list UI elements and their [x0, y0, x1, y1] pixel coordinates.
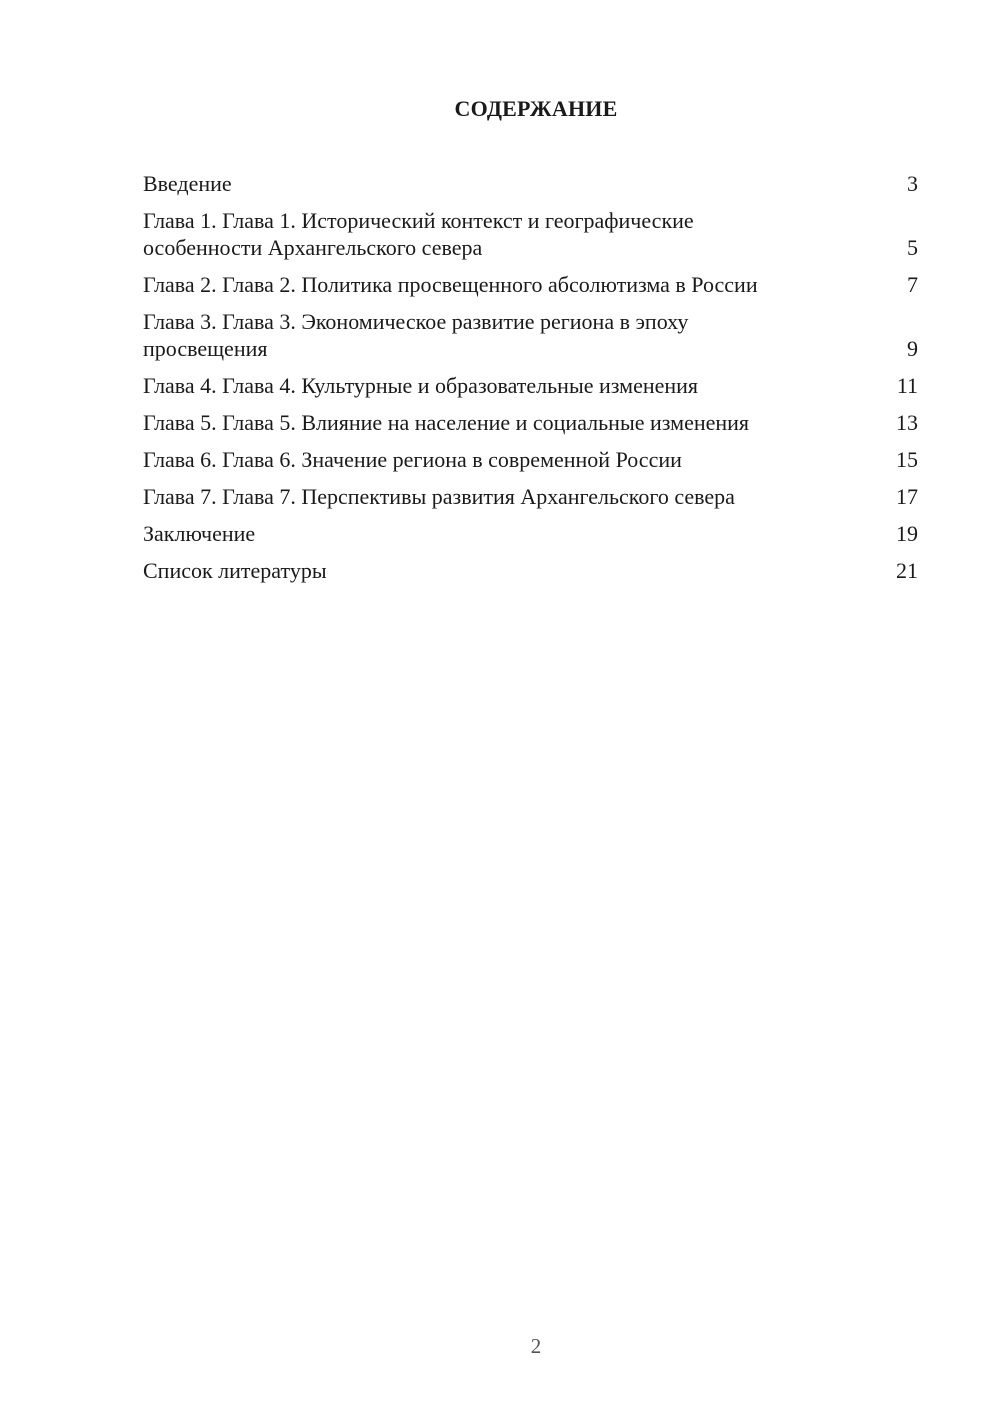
- toc-entry-page: 5: [907, 235, 918, 260]
- toc-entry-label: Введение: [143, 171, 232, 196]
- toc-entry: [143, 520, 918, 547]
- page-number: 2: [530, 1334, 542, 1358]
- toc-entry-label: Глава 5. Глава 5. Влияние на население и социальные изменения: [143, 410, 750, 435]
- table-of-contents: [143, 170, 918, 594]
- toc-entry-page: 15: [896, 447, 918, 472]
- toc-entry-page: 21: [896, 558, 918, 583]
- toc-entry-page: 11: [896, 373, 918, 398]
- toc-entry: [143, 409, 918, 436]
- toc-entry: [143, 446, 918, 473]
- toc-entry-label: Глава 6. Глава 6. Значение региона в современной России: [143, 447, 682, 472]
- toc-entry: [143, 308, 918, 362]
- toc-entry: [143, 483, 918, 510]
- toc-entry-page: 9: [907, 336, 918, 361]
- toc-entry: [143, 207, 918, 261]
- toc-entry: [143, 557, 918, 584]
- toc-title: СОДЕРЖАНИЕ: [454, 96, 618, 121]
- toc-entry: [143, 271, 918, 298]
- toc-entry-label: Глава 2. Глава 2. Политика просвещенного абсолютизма в России: [143, 272, 758, 297]
- toc-entry-page: 17: [896, 484, 918, 509]
- toc-entry-page: 19: [896, 521, 918, 546]
- toc-entry-label: Глава 1. Глава 1. Исторический контекст и географические особенности Архангельского севера: [143, 208, 694, 260]
- toc-entry-label: Список литературы: [143, 558, 327, 583]
- toc-entry-page: 13: [896, 410, 918, 435]
- toc-entry-label: Глава 7. Глава 7. Перспективы развития Архангельского севера: [143, 484, 735, 509]
- toc-entry-label: Глава 4. Глава 4. Культурные и образовательные изменения: [143, 373, 699, 398]
- toc-entry-page: 7: [907, 272, 918, 297]
- toc-entry-label: Заключение: [143, 521, 256, 546]
- toc-entry-page: 3: [907, 171, 918, 196]
- toc-entry: [143, 170, 918, 197]
- toc-entry-label: Глава 3. Глава 3. Экономическое развитие региона в эпоху просвещения: [143, 309, 689, 361]
- toc-entry: [143, 372, 918, 399]
